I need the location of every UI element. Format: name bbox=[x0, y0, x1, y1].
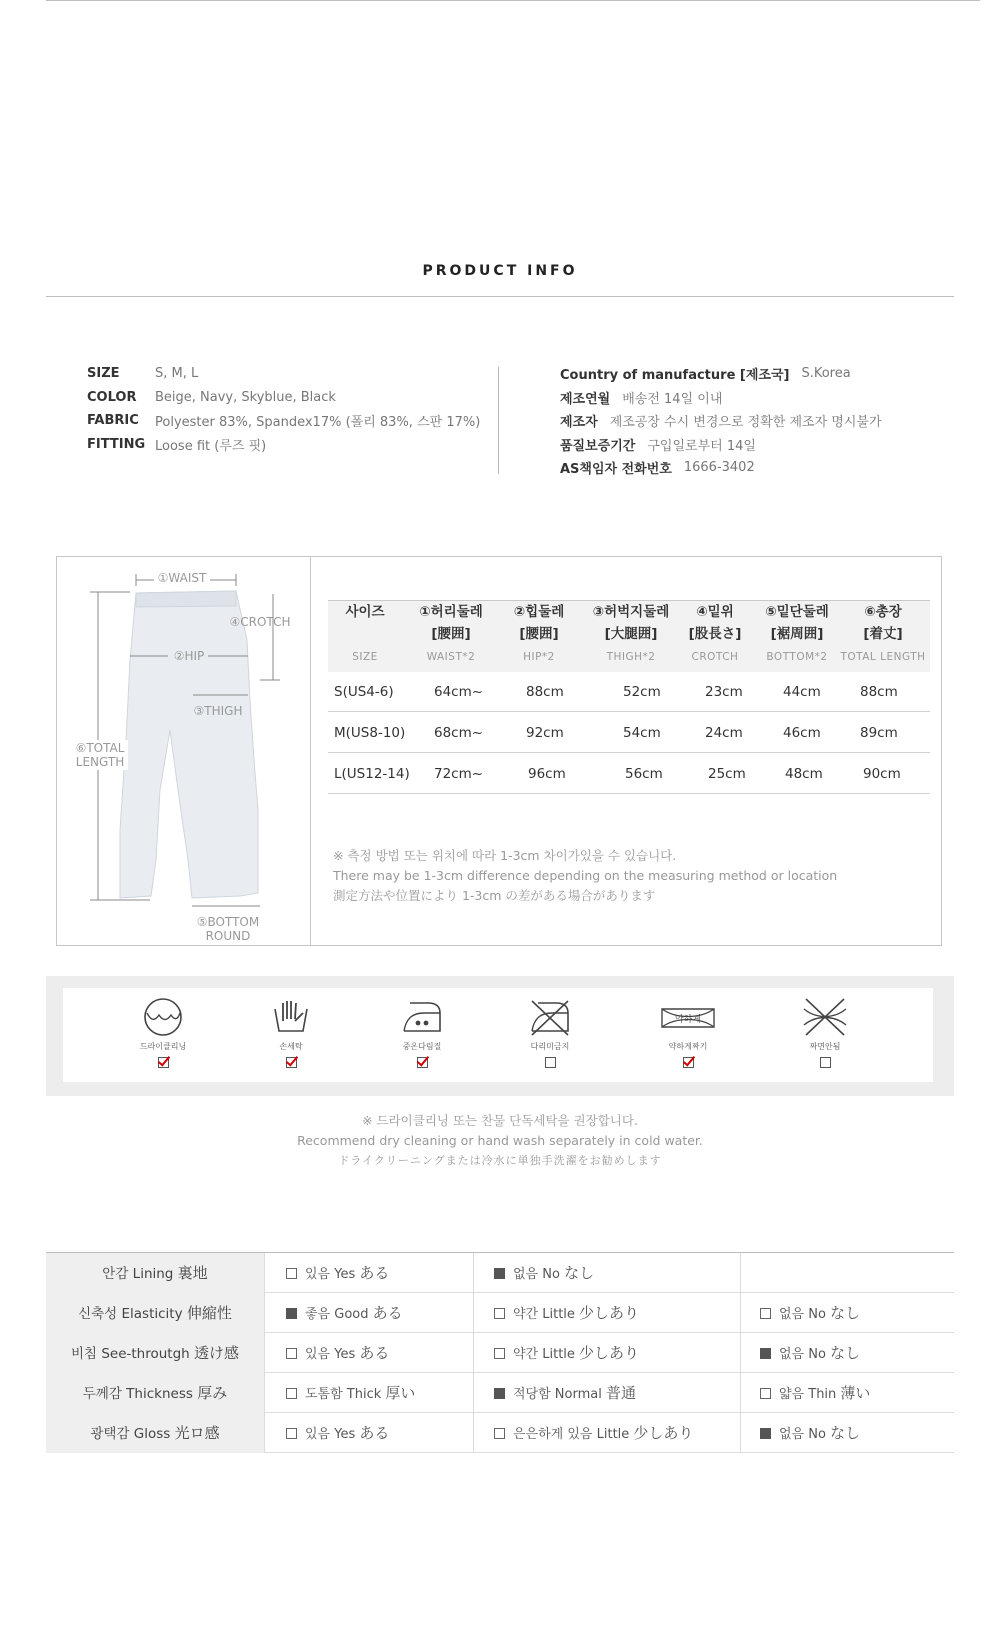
option-ja: 少しあり bbox=[579, 1304, 640, 1322]
cell-waist: 64cm~ bbox=[434, 684, 484, 700]
info-key: SIZE bbox=[87, 366, 120, 382]
header-thigh bbox=[582, 601, 680, 667]
cell-crotch: 25cm bbox=[708, 766, 746, 782]
pants-shape bbox=[120, 591, 258, 898]
care-checkbox-checked bbox=[286, 1057, 297, 1068]
option-ja: 少しあり bbox=[633, 1424, 694, 1442]
care-note-en: Recommend dry cleaning or hand wash separately in cold water. bbox=[297, 1133, 703, 1148]
info-value: Beige, Navy, Skyblue, Black bbox=[155, 389, 336, 405]
header-total bbox=[836, 601, 930, 667]
cell-bottom: 48cm bbox=[785, 766, 823, 782]
no-wring-icon bbox=[800, 995, 850, 1039]
info-value: 배송전 14일 이내 bbox=[622, 391, 723, 407]
attr-option bbox=[494, 1333, 639, 1373]
info-row-as-phone bbox=[560, 456, 980, 480]
attr-option bbox=[494, 1373, 636, 1413]
care-label: 짜면안됨 bbox=[809, 1042, 841, 1051]
option-checkbox bbox=[286, 1388, 297, 1399]
care-item-no-wring bbox=[775, 995, 875, 1068]
total-label-2: LENGTH bbox=[75, 755, 125, 769]
cell-thigh: 54cm bbox=[623, 725, 661, 741]
attr-label-ja: 光ロ感 bbox=[174, 1424, 220, 1442]
info-row-maker bbox=[560, 409, 980, 433]
cell-hip: 96cm bbox=[528, 766, 566, 782]
attr-option bbox=[760, 1293, 860, 1333]
info-value: 1666-3402 bbox=[683, 460, 755, 476]
fabric-attributes-table bbox=[46, 1252, 954, 1453]
care-label: 약하게짜기 bbox=[668, 1042, 708, 1051]
care-note-ja: ドライクリーニングまたは冷水に単独手洗濯をお勧めします bbox=[338, 1154, 662, 1167]
info-row-date bbox=[560, 386, 980, 410]
iron-medium-icon bbox=[400, 995, 444, 1039]
option-text: 없음 No bbox=[779, 1427, 831, 1442]
attr-label-ja: 透け感 bbox=[194, 1344, 240, 1362]
attr-option bbox=[286, 1333, 389, 1373]
header-hanja: [着丈] bbox=[863, 626, 903, 642]
attr-label-ja: 厚み bbox=[197, 1384, 228, 1402]
attr-label bbox=[46, 1373, 265, 1413]
column-divider bbox=[740, 1253, 741, 1293]
info-row-warranty bbox=[560, 433, 980, 457]
attr-label-ja: 伸縮性 bbox=[186, 1304, 232, 1322]
header-hanja: [裾周囲] bbox=[770, 626, 824, 642]
attr-label-text: 안감 Lining bbox=[102, 1266, 178, 1282]
attr-option bbox=[286, 1373, 415, 1413]
info-value: S, M, L bbox=[155, 366, 199, 382]
option-checkbox bbox=[286, 1428, 297, 1439]
header-en: THIGH*2 bbox=[606, 651, 656, 663]
attr-option bbox=[494, 1413, 693, 1453]
option-ja: ある bbox=[359, 1424, 390, 1442]
info-key: 제조자 bbox=[560, 415, 598, 431]
care-label: 드라이클리닝 bbox=[139, 1042, 187, 1051]
attr-label-text: 비침 See-throutgh bbox=[70, 1346, 195, 1362]
attr-row-lining bbox=[46, 1253, 954, 1293]
info-key: Country of manufacture [제조국] bbox=[560, 368, 790, 384]
thigh-label: ③THIGH bbox=[193, 704, 243, 718]
option-ja: なし bbox=[830, 1424, 861, 1442]
header-bottom bbox=[756, 601, 838, 667]
attr-option bbox=[760, 1333, 860, 1373]
option-checkbox bbox=[286, 1268, 297, 1279]
option-text: 있음 Yes bbox=[305, 1347, 360, 1362]
attr-option bbox=[286, 1293, 403, 1333]
option-checkbox-checked bbox=[760, 1428, 771, 1439]
attr-option bbox=[286, 1413, 389, 1453]
cell-hip: 88cm bbox=[526, 684, 564, 700]
measure-note bbox=[333, 846, 837, 906]
header-waist bbox=[406, 601, 496, 667]
header-hanja: [腰囲] bbox=[431, 626, 471, 642]
column-divider bbox=[473, 1253, 474, 1293]
cell-size: M(US8-10) bbox=[334, 725, 406, 741]
cell-bottom: 46cm bbox=[783, 725, 821, 741]
care-label: 손세탁 bbox=[279, 1042, 303, 1051]
cell-crotch: 23cm bbox=[705, 684, 743, 700]
column-divider bbox=[473, 1333, 474, 1373]
care-checkbox-checked bbox=[417, 1057, 428, 1068]
header-hanja: [大腿囲] bbox=[604, 626, 658, 642]
option-text: 없음 No bbox=[779, 1307, 831, 1322]
option-text: 있음 Yes bbox=[305, 1427, 360, 1442]
column-divider bbox=[740, 1293, 741, 1333]
column-divider bbox=[740, 1333, 741, 1373]
header-en: HIP*2 bbox=[523, 651, 555, 663]
header-hanja bbox=[328, 623, 402, 645]
option-text: 얇음 Thin bbox=[779, 1387, 841, 1402]
attr-label bbox=[46, 1253, 265, 1293]
cell-hip: 92cm bbox=[526, 725, 564, 741]
section-title: PRODUCT INFO bbox=[422, 263, 578, 279]
attr-row-thickness bbox=[46, 1373, 954, 1413]
cell-waist: 68cm~ bbox=[434, 725, 484, 741]
bottom-label-1: ⑤BOTTOM bbox=[196, 915, 260, 929]
option-text: 약간 Little bbox=[513, 1307, 580, 1322]
option-ja: 普通 bbox=[605, 1384, 636, 1402]
option-ja: なし bbox=[830, 1304, 861, 1322]
header-ko: 사이즈 bbox=[345, 604, 385, 620]
total-label-1: ⑥TOTAL bbox=[75, 741, 125, 755]
attr-option bbox=[760, 1413, 860, 1453]
attr-option bbox=[760, 1373, 870, 1413]
column-divider bbox=[740, 1413, 741, 1453]
header-crotch bbox=[678, 601, 752, 667]
attr-label-text: 광택감 Gloss bbox=[90, 1426, 175, 1442]
option-ja: 薄い bbox=[840, 1384, 871, 1402]
cell-total: 89cm bbox=[860, 725, 898, 741]
attr-label-ja: 裏地 bbox=[177, 1264, 208, 1282]
cell-waist: 72cm~ bbox=[434, 766, 484, 782]
wring-gently-icon bbox=[658, 995, 718, 1039]
bottom-label-2: ROUND bbox=[205, 929, 251, 943]
option-checkbox-checked bbox=[494, 1268, 505, 1279]
hip-label: ②HIP bbox=[173, 649, 205, 663]
column-divider bbox=[473, 1413, 474, 1453]
option-checkbox bbox=[494, 1308, 505, 1319]
info-value: 구입일로부터 14일 bbox=[647, 438, 756, 454]
header-en: TOTAL LENGTH bbox=[840, 651, 926, 663]
info-key: 품질보증기간 bbox=[560, 438, 636, 454]
option-ja: 厚い bbox=[385, 1384, 416, 1402]
header-ko: ①허리둘레 bbox=[419, 604, 483, 620]
option-ja: 少しあり bbox=[579, 1344, 640, 1362]
option-ja: ある bbox=[359, 1264, 390, 1282]
option-checkbox-checked bbox=[494, 1388, 505, 1399]
info-key: FABRIC bbox=[87, 413, 139, 429]
cell-thigh: 52cm bbox=[623, 684, 661, 700]
waistband bbox=[136, 591, 236, 607]
column-divider bbox=[740, 1373, 741, 1413]
option-ja: ある bbox=[372, 1304, 403, 1322]
header-en: SIZE bbox=[352, 651, 378, 663]
care-checkbox bbox=[820, 1057, 831, 1068]
option-checkbox bbox=[760, 1388, 771, 1399]
header-en: BOTTOM*2 bbox=[766, 651, 828, 663]
care-note bbox=[0, 1111, 1000, 1171]
table-row bbox=[328, 754, 930, 794]
option-checkbox bbox=[494, 1428, 505, 1439]
care-checkbox bbox=[545, 1057, 556, 1068]
note-ko: ※ 측정 방법 또는 위치에 따라 1-3cm 차이가있을 수 있습니다. bbox=[333, 848, 677, 863]
info-value: 제조공장 수시 변경으로 정확한 제조자 명시불가 bbox=[609, 415, 882, 431]
option-text: 약간 Little bbox=[513, 1347, 580, 1362]
care-note-ko: ※ 드라이클리닝 또는 찬물 단독세탁을 권장합니다. bbox=[362, 1113, 638, 1128]
attr-label-text: 두께감 Thickness bbox=[82, 1386, 198, 1402]
info-value: S.Korea bbox=[801, 366, 851, 382]
table-row bbox=[328, 672, 930, 712]
header-hanja: [股長さ] bbox=[688, 626, 742, 642]
option-checkbox bbox=[760, 1308, 771, 1319]
header-hanja: [腰囲] bbox=[519, 626, 559, 642]
option-text: 은은하게 있음 Little bbox=[513, 1427, 634, 1442]
header-ko: ⑤밑단둘레 bbox=[765, 604, 829, 620]
attr-row-gloss bbox=[46, 1413, 954, 1453]
attr-row-see-through bbox=[46, 1333, 954, 1373]
size-box-divider bbox=[310, 556, 311, 946]
cell-thigh: 56cm bbox=[625, 766, 663, 782]
header-en: CROTCH bbox=[691, 651, 739, 663]
option-checkbox bbox=[494, 1348, 505, 1359]
care-item-dry-clean bbox=[113, 995, 213, 1068]
care-label: 중온다림질 bbox=[402, 1042, 442, 1051]
header-size bbox=[328, 601, 402, 667]
column-divider bbox=[473, 1373, 474, 1413]
attr-option bbox=[286, 1253, 389, 1293]
option-ja: ある bbox=[359, 1344, 390, 1362]
attr-label bbox=[46, 1293, 265, 1333]
cell-total: 88cm bbox=[860, 684, 898, 700]
header-ko: ②힙둘레 bbox=[513, 604, 565, 620]
product-info-right bbox=[560, 362, 980, 480]
header-ko: ④밑위 bbox=[696, 604, 734, 620]
option-text: 있음 Yes bbox=[305, 1267, 360, 1282]
option-text: 없음 No bbox=[513, 1267, 565, 1282]
info-row-country bbox=[560, 362, 980, 386]
table-row bbox=[328, 713, 930, 753]
attr-label bbox=[46, 1413, 265, 1453]
cell-size: S(US4-6) bbox=[334, 684, 394, 700]
cell-total: 90cm bbox=[863, 766, 901, 782]
header-ko: ⑥총장 bbox=[864, 604, 902, 620]
attr-label-text: 신축성 Elasticity bbox=[78, 1306, 187, 1322]
no-iron-icon bbox=[528, 995, 572, 1039]
care-checkbox-checked bbox=[683, 1057, 694, 1068]
cell-bottom: 44cm bbox=[783, 684, 821, 700]
option-checkbox-checked bbox=[760, 1348, 771, 1359]
crotch-label: ④CROTCH bbox=[229, 615, 291, 629]
header-hip bbox=[500, 601, 578, 667]
care-checkbox-checked bbox=[158, 1057, 169, 1068]
option-text: 적당함 Normal bbox=[513, 1387, 606, 1402]
attr-label bbox=[46, 1333, 265, 1373]
dry-clean-icon bbox=[141, 995, 185, 1039]
info-value: Loose fit (루즈 핏) bbox=[155, 438, 267, 454]
hand-wash-icon bbox=[269, 995, 313, 1039]
header-ko: ③허벅지둘레 bbox=[592, 604, 670, 620]
option-text: 좋음 Good bbox=[305, 1307, 373, 1322]
cell-crotch: 24cm bbox=[705, 725, 743, 741]
info-key: COLOR bbox=[87, 389, 137, 405]
info-value: Polyester 83%, Spandex17% (폴리 83%, 스판 17%) bbox=[155, 415, 481, 431]
option-text: 도톰함 Thick bbox=[305, 1387, 386, 1402]
attr-option bbox=[494, 1253, 594, 1293]
header-en: WAIST*2 bbox=[426, 651, 476, 663]
size-table-header bbox=[328, 600, 930, 672]
option-ja: なし bbox=[830, 1344, 861, 1362]
info-key: 제조연월 bbox=[560, 391, 611, 407]
wring-text: 약하게 bbox=[674, 1015, 702, 1025]
care-item-wring-gently bbox=[638, 995, 738, 1068]
option-text: 없음 No bbox=[779, 1347, 831, 1362]
care-item-no-iron bbox=[500, 995, 600, 1068]
info-divider bbox=[498, 367, 499, 474]
care-item-iron bbox=[372, 995, 472, 1068]
attr-option bbox=[494, 1293, 639, 1333]
attr-row-elasticity bbox=[46, 1293, 954, 1333]
option-ja: なし bbox=[564, 1264, 595, 1282]
pants-diagram bbox=[0, 0, 310, 950]
info-key: FITTING bbox=[87, 436, 146, 452]
care-item-hand-wash bbox=[241, 995, 341, 1068]
column-divider bbox=[473, 1293, 474, 1333]
waist-label: ①WAIST bbox=[157, 571, 207, 585]
note-ja: 測定方法や位置により 1-3cm の差がある場合があります bbox=[333, 888, 656, 903]
option-checkbox-checked bbox=[286, 1308, 297, 1319]
cell-size: L(US12-14) bbox=[334, 766, 410, 782]
note-en: There may be 1-3cm difference depending on the measuring method or location bbox=[333, 868, 838, 883]
info-key: AS책임자 전화번호 bbox=[560, 462, 672, 478]
option-checkbox bbox=[286, 1348, 297, 1359]
care-label: 다리미금지 bbox=[530, 1042, 570, 1051]
